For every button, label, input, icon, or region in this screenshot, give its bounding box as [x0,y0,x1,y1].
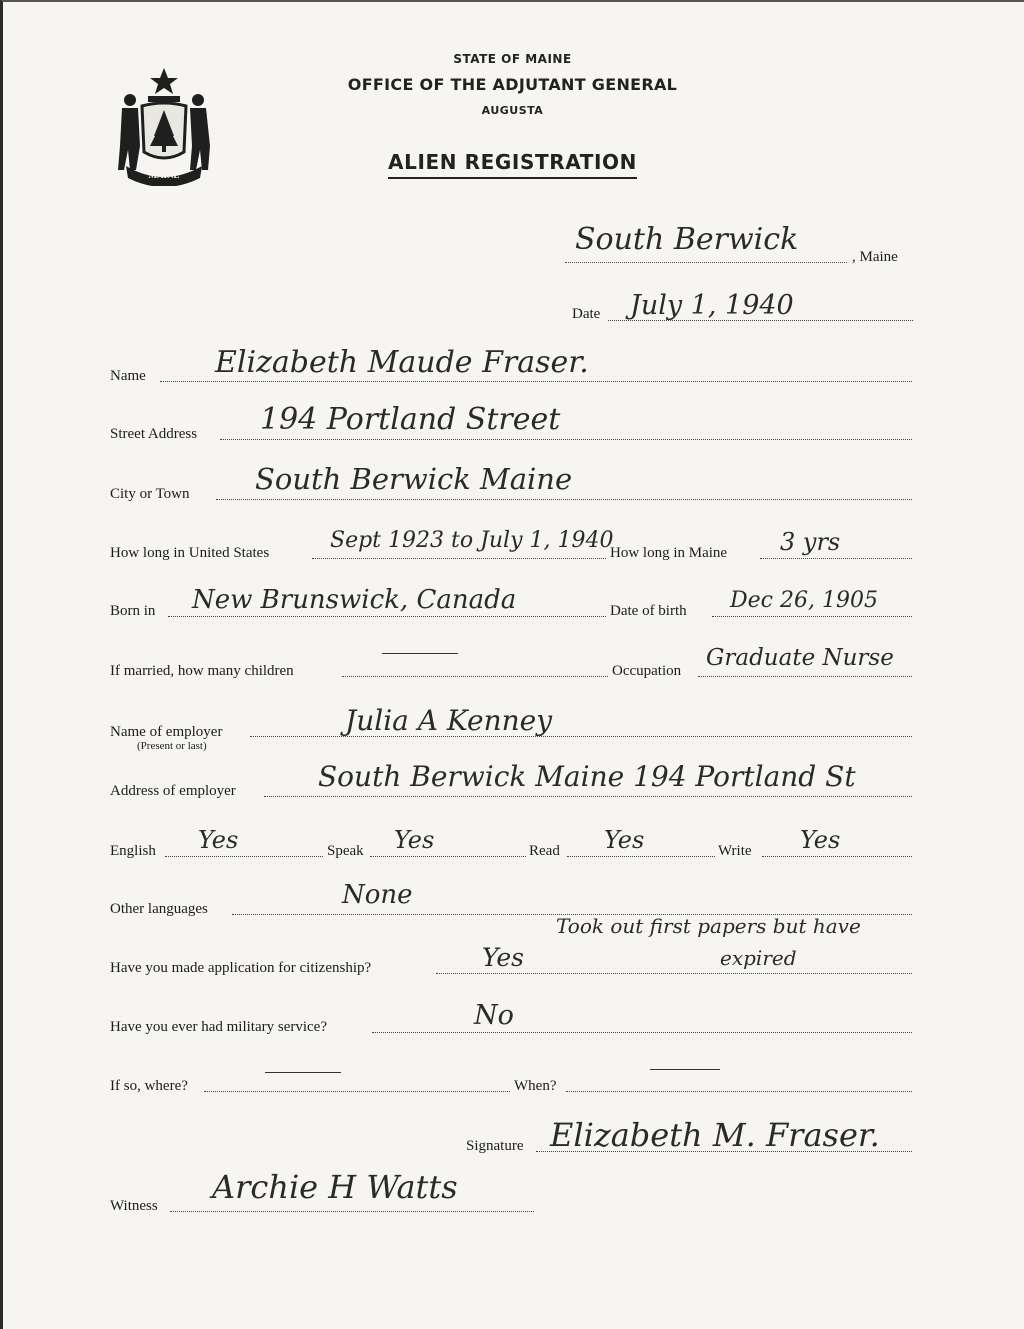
married-dash [382,653,458,654]
seal-ribbon-text: MAINE [148,170,180,180]
employer-address-entry: South Berwick Maine 194 Portland St [318,760,856,793]
signature-entry: Elizabeth M. Fraser. [550,1116,880,1154]
witness-label: Witness [110,1198,158,1214]
town-entry: South Berwick [575,222,799,257]
english-label: English [110,843,156,859]
when-label: When? [514,1078,557,1094]
other-languages-entry: None [342,880,413,910]
where-line [204,1091,510,1092]
how-long-us-label: How long in United States [110,545,270,561]
when-line [566,1091,912,1092]
born-in-label: Born in [110,603,156,619]
citizenship-line [436,973,912,974]
born-in-line [168,616,606,617]
speak-label: Speak [327,843,364,859]
maine-label: , Maine [852,249,898,265]
date-label: Date [572,306,601,322]
how-long-maine-line [760,558,912,559]
form-title-text: ALIEN REGISTRATION [388,150,637,179]
form-title [300,150,725,174]
military-label: Have you ever had military service? [110,1019,327,1035]
citizenship-label: Have you made application for citizenship? [110,960,372,976]
read-label: Read [529,843,560,859]
citizenship-note-2: expired [720,946,797,970]
city-town-label: City or Town [110,486,190,502]
street-line [220,439,912,440]
header-city: AUGUSTA [481,104,544,117]
employer-sublabel: (Present or last) [137,740,207,752]
date-entry: July 1, 1940 [630,290,794,321]
married-label: If married, how many children [110,663,294,679]
header-office: OFFICE OF THE ADJUTANT GENERAL [347,75,678,94]
speak-line [370,856,526,857]
citizenship-entry: Yes [482,943,524,972]
speak-entry: Yes [394,826,435,854]
header-state: STATE OF MAINE [453,52,572,66]
military-line [372,1032,912,1033]
signature-label: Signature [466,1138,524,1154]
city-town-entry: South Berwick Maine [255,462,573,496]
street-entry: 194 Portland Street [260,402,561,437]
born-in-entry: New Brunswick, Canada [192,585,517,615]
english-entry: Yes [198,826,239,854]
name-label: Name [110,368,146,384]
read-line [567,856,715,857]
write-line [762,856,912,857]
name-entry: Elizabeth Maude Fraser. [215,345,589,380]
street-label: Street Address [110,426,198,442]
city-town-line [216,499,912,500]
how-long-maine-label: How long in Maine [610,545,728,561]
dob-entry: Dec 26, 1905 [730,588,878,613]
name-line [160,381,912,382]
occupation-label: Occupation [612,663,682,679]
where-label: If so, where? [110,1078,188,1094]
employer-label: Name of employer [110,724,223,740]
occupation-line [698,676,912,677]
dob-label: Date of birth [610,603,687,619]
dob-line [712,616,912,617]
read-entry: Yes [604,826,645,854]
citizenship-note-1: Took out first papers but have [556,914,861,938]
english-line [165,856,323,857]
other-languages-label: Other languages [110,901,208,917]
occupation-entry: Graduate Nurse [706,645,894,671]
where-dash [265,1072,341,1073]
witness-line [170,1211,534,1212]
town-line [565,262,847,263]
military-entry: No [474,1000,514,1031]
write-entry: Yes [800,826,841,854]
witness-entry: Archie H Watts [212,1168,458,1206]
employer-address-line [264,796,912,797]
how-long-maine-entry: 3 yrs [780,528,841,556]
how-long-us-entry: Sept 1923 to July 1, 1940 [330,528,614,553]
how-long-us-line [312,558,606,559]
maine-state-seal [112,66,216,186]
married-line [342,676,608,677]
when-dash [650,1069,720,1070]
employer-address-label: Address of employer [110,783,236,799]
employer-entry: Julia A Kenney [345,704,553,737]
write-label: Write [718,843,752,859]
